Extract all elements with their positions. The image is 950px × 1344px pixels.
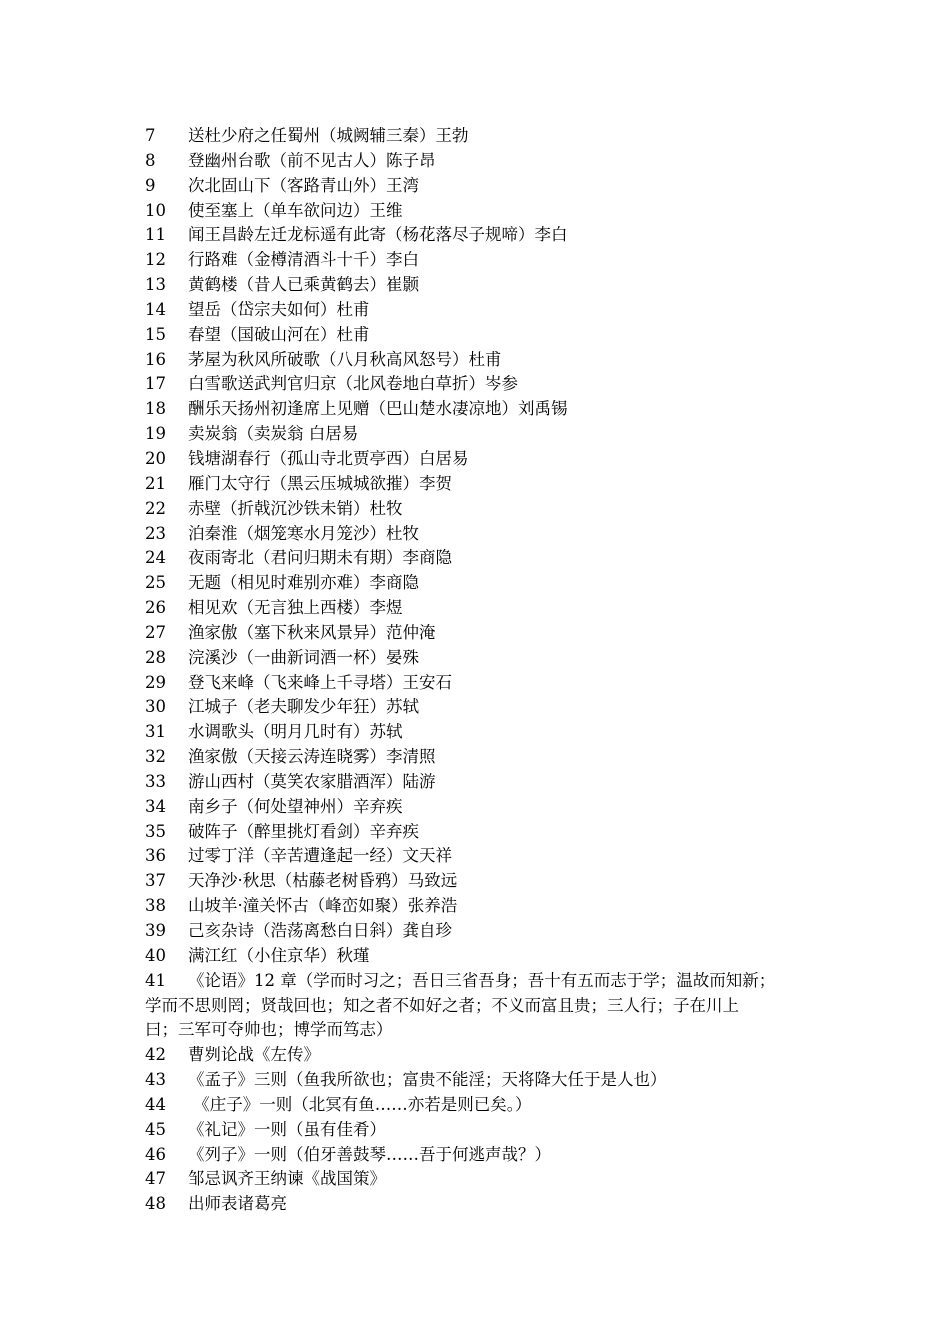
item-number: 31 bbox=[145, 722, 166, 742]
item-text: 山坡羊·潼关怀古（峰峦如聚）张养浩 bbox=[188, 896, 458, 916]
list-item bbox=[145, 323, 820, 348]
item-text: 满江红（小住京华）秋瑾 bbox=[188, 945, 370, 965]
item-number: 23 bbox=[145, 523, 166, 543]
item-number: 35 bbox=[145, 821, 166, 841]
item-text: 江城子（老夫聊发少年狂）苏轼 bbox=[188, 697, 419, 717]
item-first-line bbox=[145, 969, 820, 994]
list-item bbox=[145, 869, 820, 894]
item-number: 8 bbox=[145, 150, 156, 170]
item-text: 赤壁（折戟沉沙铁未销）杜牧 bbox=[188, 498, 403, 518]
item-text: 《庄子》一则（北冥有鱼……亦若是则已矣。） bbox=[188, 1094, 532, 1114]
item-text: 次北固山下（客路青山外）王湾 bbox=[188, 175, 419, 195]
item-text: 登飞来峰（飞来峰上千寻塔）王安石 bbox=[188, 672, 452, 692]
item-text: 望岳（岱宗夫如何）杜甫 bbox=[188, 299, 370, 319]
list-item bbox=[145, 1167, 820, 1192]
item-text: 泊秦淮（烟笼寒水月笼沙）杜牧 bbox=[188, 523, 419, 543]
list-item bbox=[145, 149, 820, 174]
item-text-continued: 曰；三军可夺帅也；博学而笃志） bbox=[145, 1020, 393, 1040]
item-number: 48 bbox=[145, 1194, 166, 1214]
list-item bbox=[145, 223, 820, 248]
list-item bbox=[145, 745, 820, 770]
list-item bbox=[145, 596, 820, 621]
list-item bbox=[145, 671, 820, 696]
item-number: 40 bbox=[145, 945, 166, 965]
list-item bbox=[145, 1192, 820, 1217]
item-number: 33 bbox=[145, 771, 166, 791]
item-number: 43 bbox=[145, 1070, 166, 1090]
list-item bbox=[145, 844, 820, 869]
list-item bbox=[145, 621, 820, 646]
item-number: 32 bbox=[145, 747, 166, 767]
list-item bbox=[145, 1043, 820, 1068]
item-number: 17 bbox=[145, 374, 166, 394]
item-text: 水调歌头（明月几时有）苏轼 bbox=[188, 722, 403, 742]
item-text: 相见欢（无言独上西楼）李煜 bbox=[188, 598, 403, 618]
item-text: 茅屋为秋风所破歌（八月秋高风怒号）杜甫 bbox=[188, 349, 502, 369]
item-text: 黄鹤楼（昔人已乘黄鹤去）崔颢 bbox=[188, 275, 419, 295]
list-item bbox=[145, 1093, 820, 1118]
item-text: 曹刿论战《左传》 bbox=[188, 1045, 320, 1065]
list-item bbox=[145, 273, 820, 298]
list-item bbox=[145, 174, 820, 199]
item-text: 无题（相见时难别亦难）李商隐 bbox=[188, 573, 419, 593]
item-text: 《列子》一则（伯牙善鼓琴……吾于何逃声哉？） bbox=[188, 1144, 551, 1164]
item-text: 过零丁洋（辛苦遭逢起一经）文天祥 bbox=[188, 846, 452, 866]
item-text: 卖炭翁（卖炭翁 白居易 bbox=[188, 424, 359, 444]
list-item bbox=[145, 894, 820, 919]
item-text: 闻王昌龄左迁龙标遥有此寄（杨花落尽子规啼）李白 bbox=[188, 225, 568, 245]
item-number: 15 bbox=[145, 324, 166, 344]
list-item bbox=[145, 646, 820, 671]
item-number: 19 bbox=[145, 424, 166, 444]
item-number: 45 bbox=[145, 1119, 166, 1139]
item-text: 酬乐天扬州初逢席上见赠（巴山楚水凄凉地）刘禹锡 bbox=[188, 399, 568, 419]
item-text: 《孟子》三则（鱼我所欲也；富贵不能淫；天将降大任于是人也） bbox=[188, 1070, 667, 1090]
item-text: 雁门太守行（黑云压城城欲摧）李贺 bbox=[188, 473, 452, 493]
list-item bbox=[145, 447, 820, 472]
item-number: 47 bbox=[145, 1169, 166, 1189]
item-number: 41 bbox=[145, 970, 166, 990]
item-text: 行路难（金樽清酒斗十千）李白 bbox=[188, 250, 419, 270]
list-item bbox=[145, 1143, 820, 1168]
item-text: 己亥杂诗（浩荡离愁白日斜）龚自珍 bbox=[188, 921, 452, 940]
item-number: 38 bbox=[145, 896, 166, 916]
item-number: 24 bbox=[145, 548, 166, 568]
item-number: 9 bbox=[145, 175, 156, 195]
item-number: 18 bbox=[145, 399, 166, 419]
item-text: 浣溪沙（一曲新词酒一杯）晏殊 bbox=[188, 647, 419, 667]
item-text: 渔家傲（塞下秋来风景异）范仲淹 bbox=[188, 622, 436, 642]
item-text: 破阵子（醉里挑灯看剑）辛弃疾 bbox=[188, 821, 419, 841]
item-number: 27 bbox=[145, 622, 166, 642]
item-number: 39 bbox=[145, 921, 166, 940]
item-number: 29 bbox=[145, 672, 166, 692]
list-item-multiline bbox=[145, 969, 820, 1044]
item-number: 42 bbox=[145, 1045, 166, 1065]
item-number: 21 bbox=[145, 473, 166, 493]
item-text: 夜雨寄北（君问归期未有期）李商隐 bbox=[188, 548, 452, 568]
list-item bbox=[145, 298, 820, 323]
item-text: 《礼记》一则（虽有佳肴） bbox=[188, 1119, 386, 1139]
list-item bbox=[145, 422, 820, 447]
item-number: 44 bbox=[145, 1094, 166, 1114]
item-text: 白雪歌送武判官归京（北风卷地白草折）岑参 bbox=[188, 374, 518, 394]
list-item bbox=[145, 348, 820, 373]
item-text: 南乡子（何处望神州）辛弃疾 bbox=[188, 796, 403, 816]
item-number: 37 bbox=[145, 871, 166, 891]
item-number: 36 bbox=[145, 846, 166, 866]
item-text-continued: 学而不思则罔；贤哉回也；知之者不如好之者；不义而富且贵；三人行；子在川上 bbox=[145, 995, 739, 1015]
item-text: 游山西村（莫笑农家腊酒浑）陆游 bbox=[188, 771, 436, 791]
item-text: 钱塘湖春行（孤山寺北贾亭西）白居易 bbox=[188, 448, 469, 468]
item-text: 春望（国破山河在）杜甫 bbox=[188, 324, 370, 344]
list-item bbox=[145, 770, 820, 795]
list-item bbox=[145, 546, 820, 571]
item-text: 送杜少府之任蜀州（城阙辅三秦）王勃 bbox=[188, 126, 469, 145]
item-number: 14 bbox=[145, 299, 166, 319]
item-number: 28 bbox=[145, 647, 166, 667]
item-number: 30 bbox=[145, 697, 166, 717]
item-number: 34 bbox=[145, 796, 166, 816]
item-number: 7 bbox=[145, 126, 156, 145]
item-number: 26 bbox=[145, 598, 166, 618]
list-item bbox=[145, 472, 820, 497]
list-item bbox=[145, 695, 820, 720]
list-item bbox=[145, 1068, 820, 1093]
list-item bbox=[145, 497, 820, 522]
item-text: 邹忌讽齐王纳谏《战国策》 bbox=[188, 1169, 386, 1189]
item-number: 46 bbox=[145, 1144, 166, 1164]
list-item bbox=[145, 720, 820, 745]
list-item bbox=[145, 522, 820, 547]
list-item bbox=[145, 397, 820, 422]
poem-list bbox=[145, 124, 820, 1217]
item-number: 10 bbox=[145, 200, 166, 220]
item-text: 出师表诸葛亮 bbox=[188, 1194, 287, 1214]
item-number: 12 bbox=[145, 250, 166, 270]
item-number: 20 bbox=[145, 448, 166, 468]
list-item bbox=[145, 571, 820, 596]
list-item bbox=[145, 124, 820, 149]
list-item bbox=[145, 248, 820, 273]
item-text: 使至塞上（单车欲问边）王维 bbox=[188, 200, 403, 220]
item-text: 天净沙·秋思（枯藤老树昏鸦）马致远 bbox=[188, 871, 458, 891]
item-number: 16 bbox=[145, 349, 166, 369]
list-item bbox=[145, 372, 820, 397]
item-text: 登幽州台歌（前不见古人）陈子昂 bbox=[188, 150, 436, 170]
list-item bbox=[145, 1118, 820, 1143]
item-number: 11 bbox=[145, 225, 166, 245]
item-number: 22 bbox=[145, 498, 166, 518]
list-item bbox=[145, 795, 820, 820]
list-item bbox=[145, 919, 820, 944]
item-number: 25 bbox=[145, 573, 166, 593]
list-item bbox=[145, 944, 820, 969]
item-text: 渔家傲（天接云涛连晓雾）李清照 bbox=[188, 747, 436, 767]
list-item bbox=[145, 820, 820, 845]
list-item bbox=[145, 199, 820, 224]
item-text: 《论语》12 章（学而时习之；吾日三省吾身；吾十有五而志于学；温故而知新； bbox=[188, 970, 776, 990]
item-number: 13 bbox=[145, 275, 166, 295]
